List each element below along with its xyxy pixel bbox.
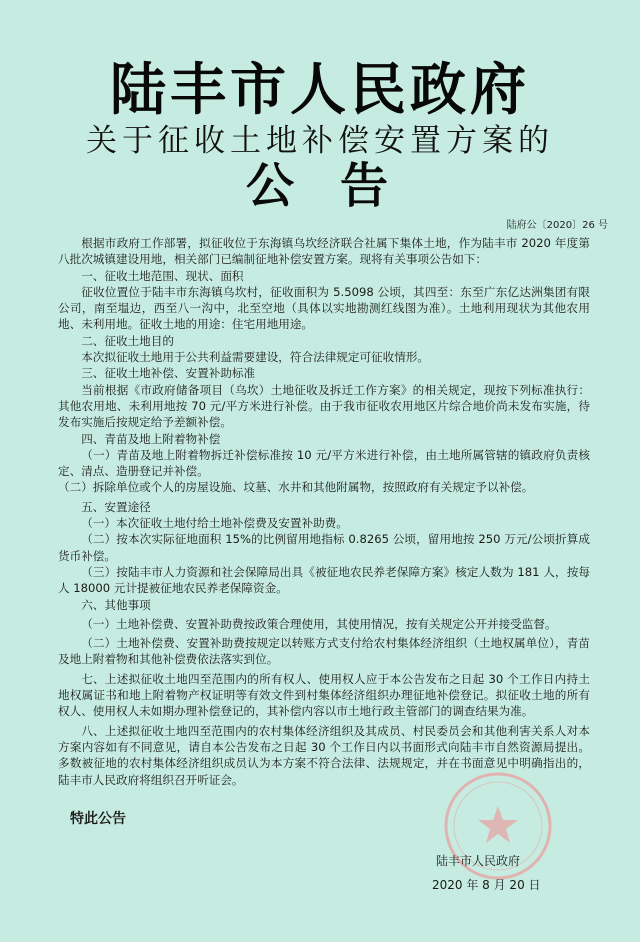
section-heading-4: 四、青苗及地上附着物补偿 <box>81 431 221 446</box>
paragraph-intro: 根据市政府工作部署，拟征收位于东海镇乌坎经济联合社属下集体土地，作为陆丰市 2020 年度第八批次城镇建设用地，相关部门已编制征地补偿安置方案。现将有关事项公告如下： <box>58 236 590 267</box>
document-body <box>58 235 590 788</box>
paragraph: 本次拟征收土地用于公共利益需要建设，符合法律规定可征收情形。 <box>81 350 430 365</box>
section-heading-5: 五、安置途径 <box>81 499 151 514</box>
paragraph: （二）拆除单位或个人的房屋设施、坟墓、水井和其他附属物，按照政府有关规定予以补偿。 <box>58 480 534 495</box>
paragraph: （二）按本次实际征地面积 15%的比例留用地指标 0.8265 公顷，留用地按 250 万元/公顷折算成货币补偿。 <box>58 532 590 563</box>
closing-text: 特此公告 <box>70 811 126 827</box>
document-number: 陆府公〔2020〕26 号 <box>506 220 608 231</box>
document-subtitle: 关于征收土地补偿安置方案的 <box>86 123 554 159</box>
issue-date: 2020 年 8 月 20 日 <box>432 878 541 892</box>
section-heading-6: 六、其他事项 <box>81 597 151 612</box>
paragraph: （二）土地补偿费、安置补助费按规定以转账方式支付给农村集体经济组织（土地权属单位），青苗及地上附着物和其他补偿费依法落实到位。 <box>58 636 590 667</box>
paragraph: （一）本次征收土地付给土地补偿费及安置补助费。 <box>81 516 348 531</box>
paragraph: （三）按陆丰市人力资源和社会保障局出具《被征地农民养老保障方案》核定人数为 181 人，按每人 18000 元计提被征地农民养老保障资金。 <box>58 564 590 596</box>
paragraph: 七、上述拟征收土地四至范围内的所有权人、使用权人应于本公告发布之日起 30 个工作日内持土地权属证书和地上附着物产权证明等有效文件到村集体经济组织办理征地补偿登记。拟征收土地的所有权人、使用权人未如期办理补偿登记的，其补偿内容以市土地行政主管部门的调查结果为准。 <box>58 671 590 719</box>
paragraph: （一）青苗及地上附着物拆迁补偿标准按 10 元/平方米进行补偿，由土地所属管辖的镇政府负责核定、清点、造册登记并补偿。 <box>58 447 590 479</box>
paragraph: 八、上述拟征收土地四至范围内的农村集体经济组织及其成员、村民委员会和其他利害关系人对本方案内容如有不同意见，请自本公告发布之日起 30 个工作日内以书面形式向陆丰市自然资源局提出。多数被征地的农村集体经济组织成员认为本方案不符合法律、法规规定，并在书面意见中明确指出的，陆丰市人民政府将组织召开听证会。 <box>58 723 590 787</box>
paragraph: （一）土地补偿费、安置补助费按政策合理使用，其使用情况，按有关规定公开并接受监督。 <box>81 616 557 631</box>
section-heading-2: 二、征收土地目的 <box>81 333 174 348</box>
paragraph: 当前根据《市政府储备项目（乌坎）土地征收及拆迁工作方案》的相关规定，现按下列标准执行：其他农用地、未利用地按 70 元/平方米进行补偿。由于我市征收农用地区片综合地价尚未发布实施，待发布实施后按规定给予差额补偿。 <box>58 382 590 430</box>
document-title: 陆丰市人民政府 <box>110 57 530 123</box>
paragraph: 征收位置位于陆丰市东海镇乌坎村，征收面积为 5.5098 公顷，其四至：东至广东亿达洲集团有限公司，南至塭边，西至八一沟中，北至空地（具体以实地勘测红线图为准）。土地利用现状为其他农用地、未利用地。征收土地的用途：住宅用地用途。 <box>58 284 590 332</box>
section-heading-3: 三、征收土地补偿、安置补助标准 <box>81 366 256 381</box>
section-heading-1: 一、征收土地范围、现状、面积 <box>81 268 244 283</box>
signer-name: 陆丰市人民政府 <box>436 854 521 868</box>
notice-heading: 公告 <box>245 158 434 214</box>
